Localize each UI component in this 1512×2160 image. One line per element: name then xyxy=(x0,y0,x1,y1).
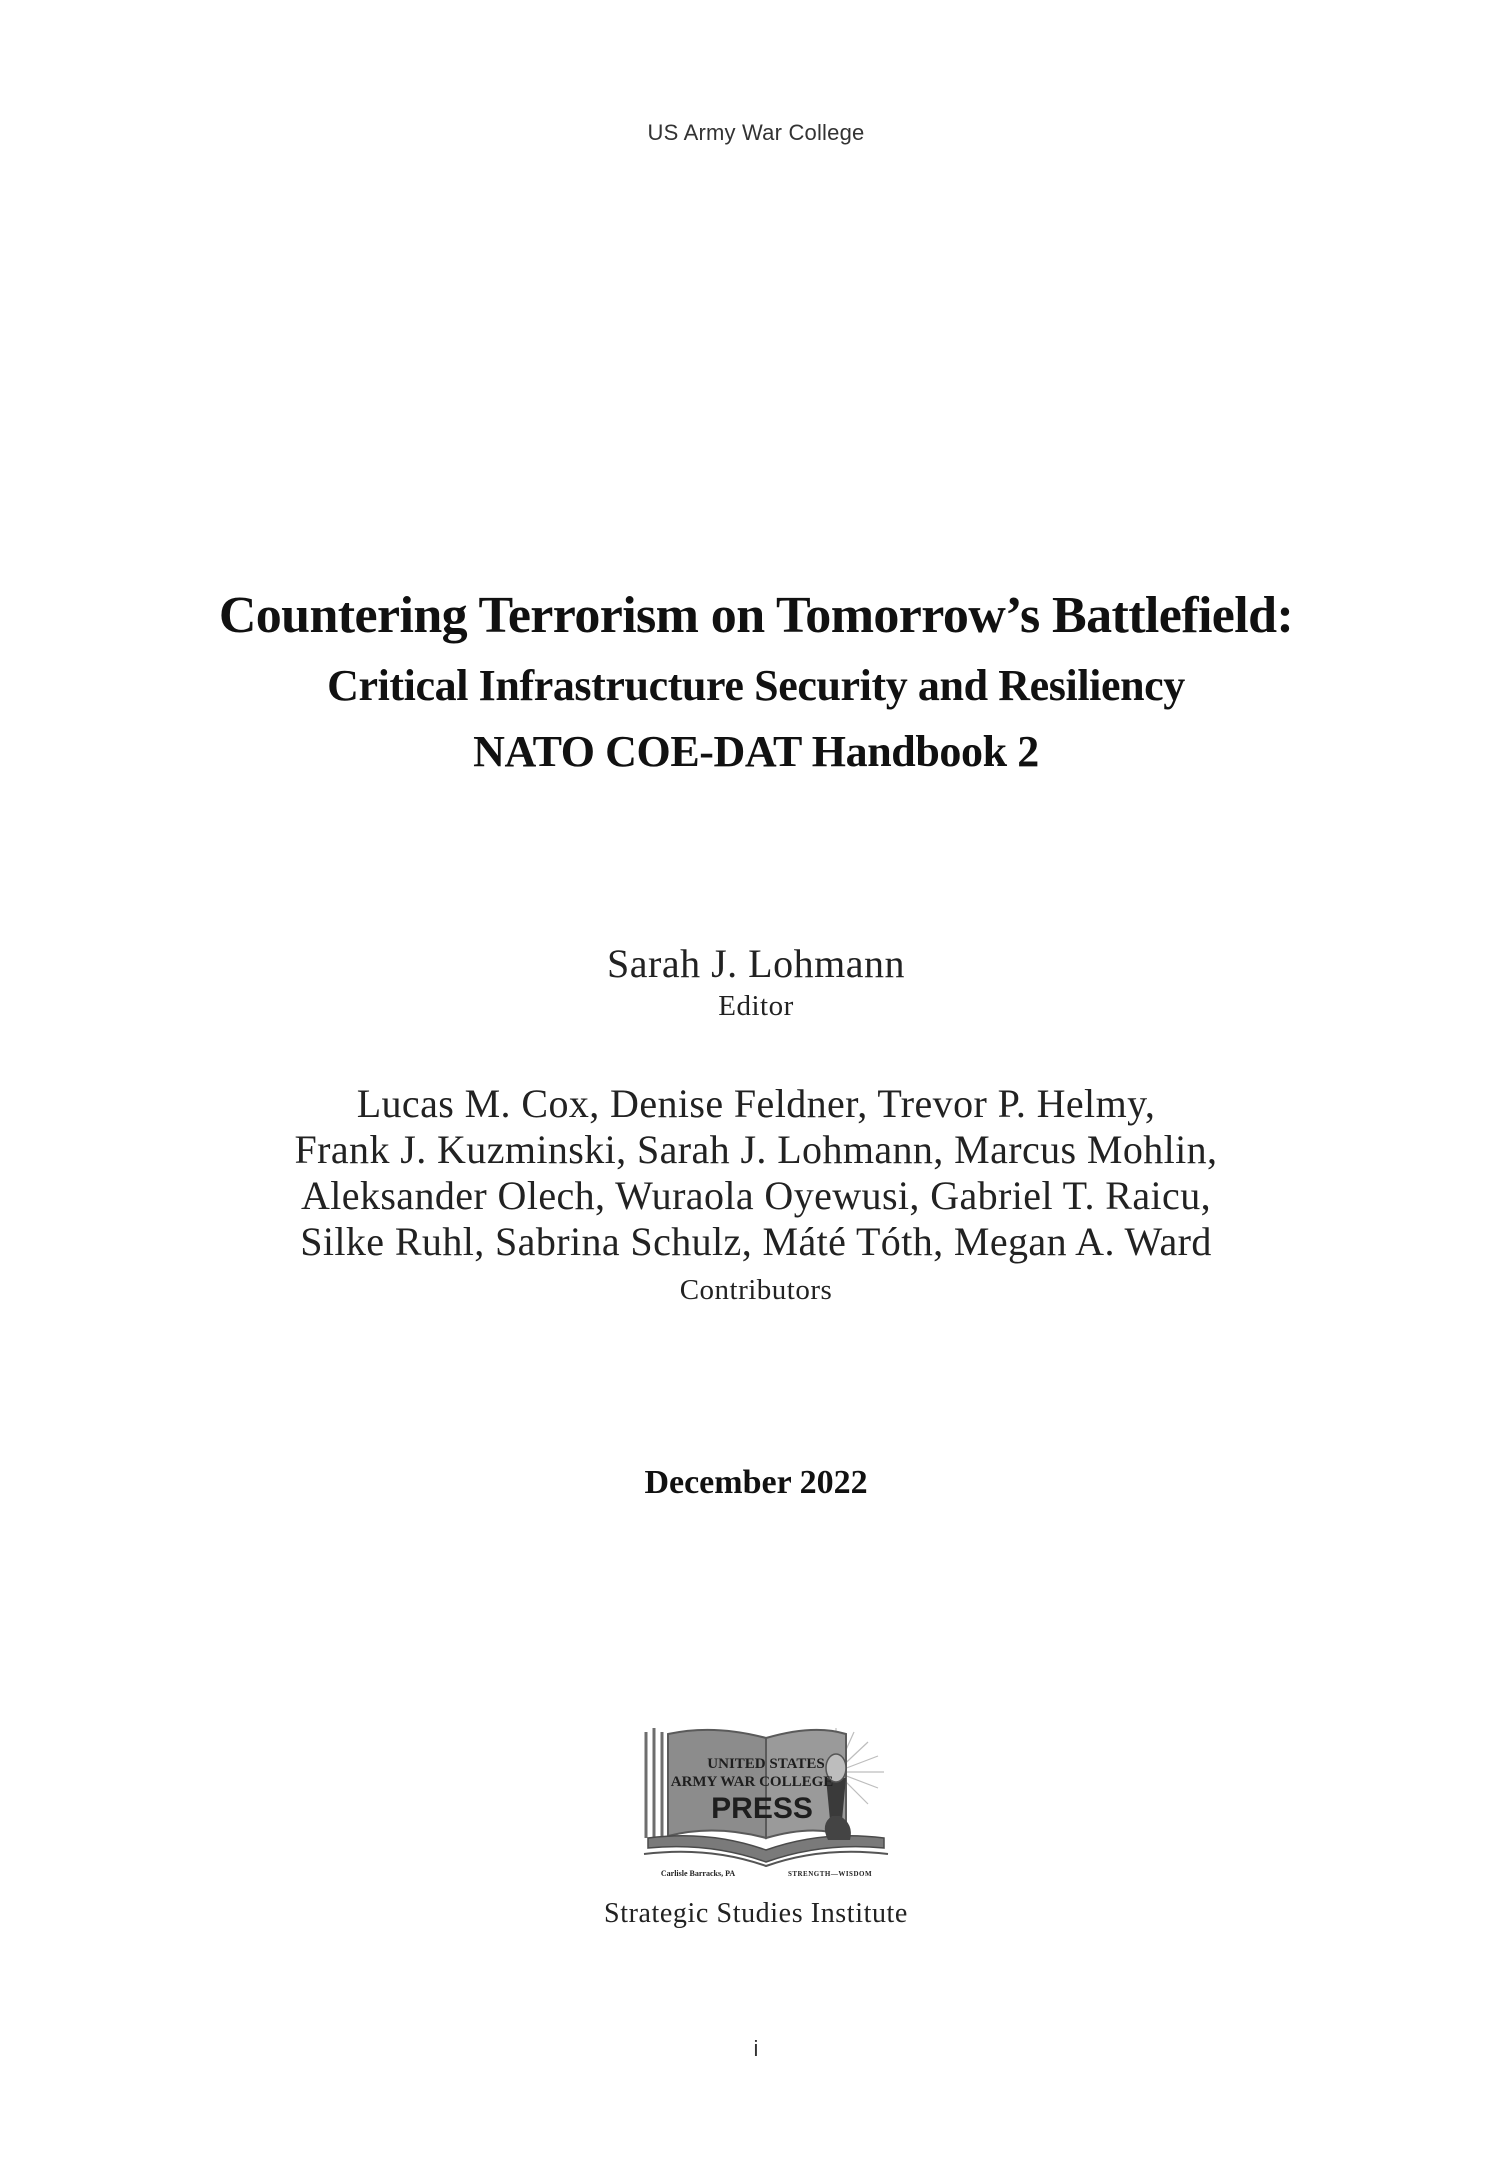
editor-role: Editor xyxy=(718,990,794,1022)
logo-text-line1: UNITED STATES xyxy=(707,1756,825,1772)
institute-name: Strategic Studies Institute xyxy=(604,1898,908,1929)
document-subtitle: Critical Infrastructure Security and Resiliency xyxy=(327,661,1185,710)
contributors-line: Frank J. Kuzminski, Sarah J. Lohmann, Marcus Mohlin, xyxy=(294,1127,1218,1172)
logo-motto: STRENGTH—WISDOM xyxy=(787,1870,873,1878)
document-title: Countering Terrorism on Tomorrow’s Battlefield: xyxy=(218,587,1294,644)
army-war-college-press-logo xyxy=(640,1720,892,1880)
logo-text-line2: ARMY WAR COLLEGE xyxy=(670,1774,834,1790)
running-head: US Army War College xyxy=(647,120,865,145)
logo-text-line3: PRESS xyxy=(711,1792,813,1825)
contributors-line: Aleksander Olech, Wuraola Oyewusi, Gabriel T. Raicu, xyxy=(300,1173,1212,1218)
editor-name: Sarah J. Lohmann xyxy=(607,941,905,986)
handbook-label: NATO COE-DAT Handbook 2 xyxy=(473,727,1039,776)
contributors-line: Lucas M. Cox, Denise Feldner, Trevor P. Helmy, xyxy=(356,1081,1156,1126)
contributors-role: Contributors xyxy=(679,1274,833,1306)
logo-location: Carlisle Barracks, PA xyxy=(660,1869,736,1878)
page-number: i xyxy=(753,2036,759,2061)
publication-date: December 2022 xyxy=(644,1464,868,1501)
contributors-line: Silke Ruhl, Sabrina Schulz, Máté Tóth, Megan A. Ward xyxy=(300,1219,1212,1264)
